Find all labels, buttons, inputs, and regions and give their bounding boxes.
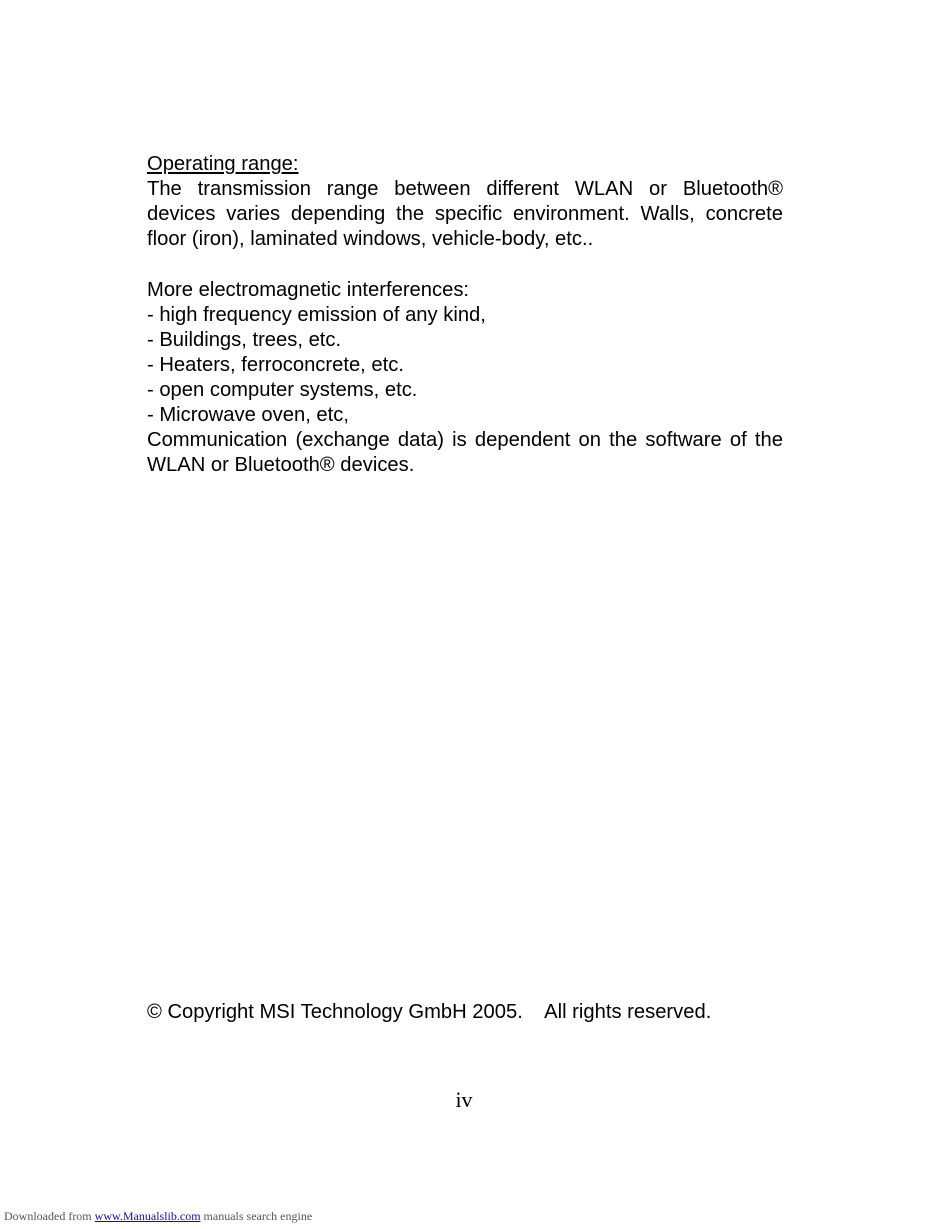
- operating-range-paragraph: The transmission range between different WLAN or Bluetooth® devices varies depending the specific environment. Walls, concrete floor (iron), laminated windows, vehicle-body, etc..: [147, 178, 783, 250]
- copyright-notice: © Copyright MSI Technology GmbH 2005. All rights reserved.: [147, 1001, 712, 1023]
- interference-section: [147, 278, 783, 428]
- download-footer: [4, 1208, 312, 1224]
- interference-item: - open computer systems, etc.: [147, 379, 418, 401]
- footer-prefix: Downloaded from: [4, 1209, 92, 1223]
- manualslib-link[interactable]: www.Manualslib.com: [94, 1209, 201, 1223]
- footer-suffix: manuals search engine: [203, 1209, 313, 1223]
- page-number: iv: [455, 1087, 473, 1112]
- interference-item: - high frequency emission of any kind,: [147, 304, 486, 326]
- interference-item: - Buildings, trees, etc.: [147, 329, 342, 351]
- interference-item: - Microwave oven, etc,: [147, 404, 349, 426]
- interference-item: - Heaters, ferroconcrete, etc.: [147, 354, 404, 376]
- communication-paragraph: Communication (exchange data) is dependent on the software of the WLAN or Bluetooth® devices.: [147, 429, 783, 476]
- section-heading: Operating range:: [147, 153, 299, 175]
- interference-intro: More electromagnetic interferences:: [147, 279, 470, 301]
